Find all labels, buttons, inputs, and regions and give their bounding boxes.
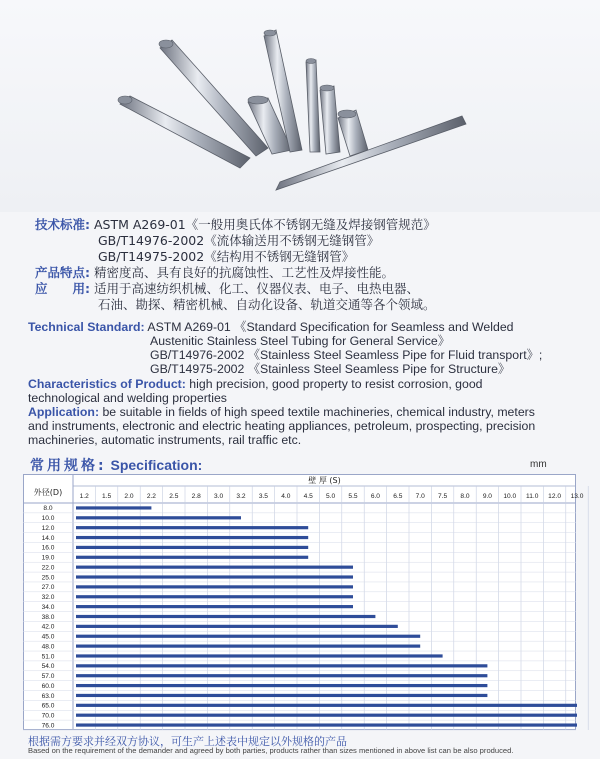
wall-thickness-tick: 2.8	[191, 493, 201, 500]
spec-range-bar	[76, 664, 487, 667]
spec-range-bar	[76, 506, 151, 509]
outer-diameter-tick: 16.0	[41, 544, 55, 552]
en-standard-line-2: Austenitic Stainless Steel Tubing for General Service》	[150, 334, 451, 348]
spec-heading-cn: 常用规格:	[30, 458, 107, 474]
spec-range-bar	[76, 605, 353, 608]
wall-thickness-tick: 2.5	[169, 493, 179, 500]
outer-diameter-tick: 60.0	[41, 682, 55, 690]
unit-label: mm	[530, 459, 547, 470]
wall-thickness-tick: 5.0	[326, 493, 336, 500]
cn-standard-line-3: GB/T14975-2002《结构用不锈钢无缝钢管》	[98, 249, 355, 264]
cn-application-line-2: 石油、勘探、精密机械、自动化设备、轨道交通等各个领域。	[98, 297, 436, 312]
wall-thickness-tick: 5.5	[348, 493, 358, 500]
outer-diameter-tick: 8.0	[43, 505, 53, 513]
spec-range-bar	[76, 714, 577, 717]
cn-application-block	[35, 281, 419, 297]
wall-thickness-tick: 3.0	[214, 493, 224, 500]
spec-range-bar	[76, 526, 308, 529]
outer-diameter-tick: 57.0	[41, 673, 55, 681]
en-characteristics-line-2: technological and welding properties	[28, 391, 227, 405]
spec-range-bar	[76, 546, 308, 549]
spec-heading-en: Specification:	[110, 457, 203, 473]
en-standard-block	[28, 320, 514, 335]
outer-diameter-tick: 10.0	[41, 515, 55, 523]
wall-thickness-tick: 2.0	[124, 493, 134, 500]
spec-range-bar	[76, 625, 398, 628]
spec-range-bar	[76, 585, 353, 588]
outer-diameter-label: 外径(D)	[33, 488, 63, 497]
outer-diameter-tick: 32.0	[41, 594, 55, 602]
spec-range-bar	[76, 684, 487, 687]
wall-thickness-tick: 13.0	[570, 493, 584, 500]
en-standard-line-1: ASTM A269-01 《Standard Specification for Seamless and Welded	[147, 320, 514, 334]
spec-range-bar	[76, 536, 308, 539]
wall-thickness-tick: 6.5	[393, 493, 403, 500]
wall-thickness-tick: 12.0	[548, 493, 562, 500]
spec-range-bar	[76, 575, 353, 578]
en-standard-label: Technical Standard:	[28, 320, 145, 334]
en-standard-line-4: GB/T14975-2002 《Stainless Steel Seamless Pipe for Structure》	[150, 362, 511, 376]
outer-diameter-tick: 22.0	[41, 564, 55, 572]
outer-diameter-tick: 42.0	[41, 623, 55, 631]
cn-features-block	[35, 265, 394, 281]
wall-thickness-tick: 1.5	[102, 493, 112, 500]
wall-thickness-tick: 3.2	[236, 493, 246, 500]
en-application-line-3: machineries, automatic instruments, rail traffic etc.	[28, 433, 302, 447]
outer-diameter-tick: 38.0	[41, 613, 55, 621]
spec-range-bar	[76, 556, 308, 559]
cn-features-text: 精密度高、具有良好的抗腐蚀性、工艺性及焊接性能。	[93, 265, 394, 280]
wall-thickness-tick: 7.0	[415, 493, 425, 500]
outer-diameter-tick: 12.0	[41, 524, 55, 532]
outer-diameter-tick: 65.0	[41, 702, 55, 710]
cn-standard-line-1: ASTM A269-01《一般用奥氏体不锈钢无缝及焊接钢管规范》	[93, 217, 436, 232]
wall-thickness-tick: 10.0	[503, 493, 517, 500]
en-application-label: Application:	[28, 405, 100, 419]
spec-range-bar	[76, 654, 443, 657]
en-standard-line-3: GB/T14976-2002 《Stainless Steel Seamless Pipe for Fluid transport》;	[150, 348, 543, 362]
outer-diameter-tick: 25.0	[41, 574, 55, 582]
outer-diameter-tick: 19.0	[41, 554, 55, 562]
outer-diameter-tick: 34.0	[41, 603, 55, 611]
outer-diameter-tick: 54.0	[41, 663, 55, 671]
wall-thickness-tick: 9.0	[482, 493, 492, 500]
en-application-line-1: be suitable in fields of high speed textile machineries, chemical industry, meters	[102, 405, 535, 419]
en-application-line-2: and instruments, electronic and electric heating appliances, petroleum, prospecting, precision	[28, 419, 536, 433]
spec-range-bar	[76, 595, 353, 598]
spec-range-bar	[76, 566, 353, 569]
wall-thickness-tick: 8.0	[460, 493, 470, 500]
footer-note-en: Based on the requirement of the demander and agreed by both parties, products rather than sizes mentioned in above list can be also produced.	[28, 746, 514, 755]
product-photo-steel-tubes	[0, 0, 600, 212]
cn-standard-block	[35, 217, 436, 233]
footer-note-cn: 根据需方要求并经双方协议，可生产上述表中规定以外规格的产品	[28, 735, 347, 748]
spec-range-bar	[76, 645, 420, 648]
spec-range-bar	[76, 615, 375, 618]
wall-thickness-label: 壁 厚 (S)	[308, 476, 341, 485]
cn-standard-line-2: GB/T14976-2002《流体输送用不锈钢无缝钢管》	[98, 233, 380, 248]
outer-diameter-tick: 14.0	[41, 534, 55, 542]
wall-thickness-tick: 2.2	[146, 493, 156, 500]
cn-application-line-1: 适用于高速纺织机械、化工、仪器仪表、电子、电热电器、	[93, 281, 419, 296]
outer-diameter-tick: 76.0	[41, 722, 55, 730]
spec-range-bar	[76, 694, 487, 697]
outer-diameter-tick: 45.0	[41, 633, 55, 641]
wall-thickness-tick: 1.2	[79, 493, 89, 500]
cn-standard-label: 技术标准:	[35, 217, 90, 232]
spec-range-bar	[76, 516, 241, 519]
spec-table	[23, 474, 584, 730]
wall-thickness-tick: 11.0	[526, 493, 539, 500]
spec-heading	[30, 455, 202, 475]
outer-diameter-tick: 51.0	[41, 653, 55, 661]
cn-features-label: 产品特点:	[35, 265, 90, 280]
en-characteristics-line-1: high precision, good property to resist corrosion, good	[189, 377, 483, 391]
outer-diameter-tick: 48.0	[41, 643, 55, 651]
spec-range-bar	[76, 674, 487, 677]
spec-range-bar	[76, 704, 577, 707]
en-application-block	[28, 405, 535, 420]
en-characteristics-label: Characteristics of Product:	[28, 377, 186, 391]
cn-application-label: 应 用:	[35, 281, 90, 296]
outer-diameter-tick: 27.0	[41, 584, 55, 592]
outer-diameter-tick: 63.0	[41, 692, 55, 700]
en-characteristics-block	[28, 377, 483, 392]
wall-thickness-tick: 4.0	[281, 493, 291, 500]
wall-thickness-tick: 4.5	[303, 493, 313, 500]
spec-range-bar	[76, 635, 420, 638]
spec-range-bar	[76, 723, 577, 726]
wall-thickness-tick: 7.5	[438, 493, 448, 500]
outer-diameter-tick: 70.0	[41, 712, 55, 720]
wall-thickness-tick: 3.5	[258, 493, 268, 500]
wall-thickness-tick: 6.0	[370, 493, 380, 500]
